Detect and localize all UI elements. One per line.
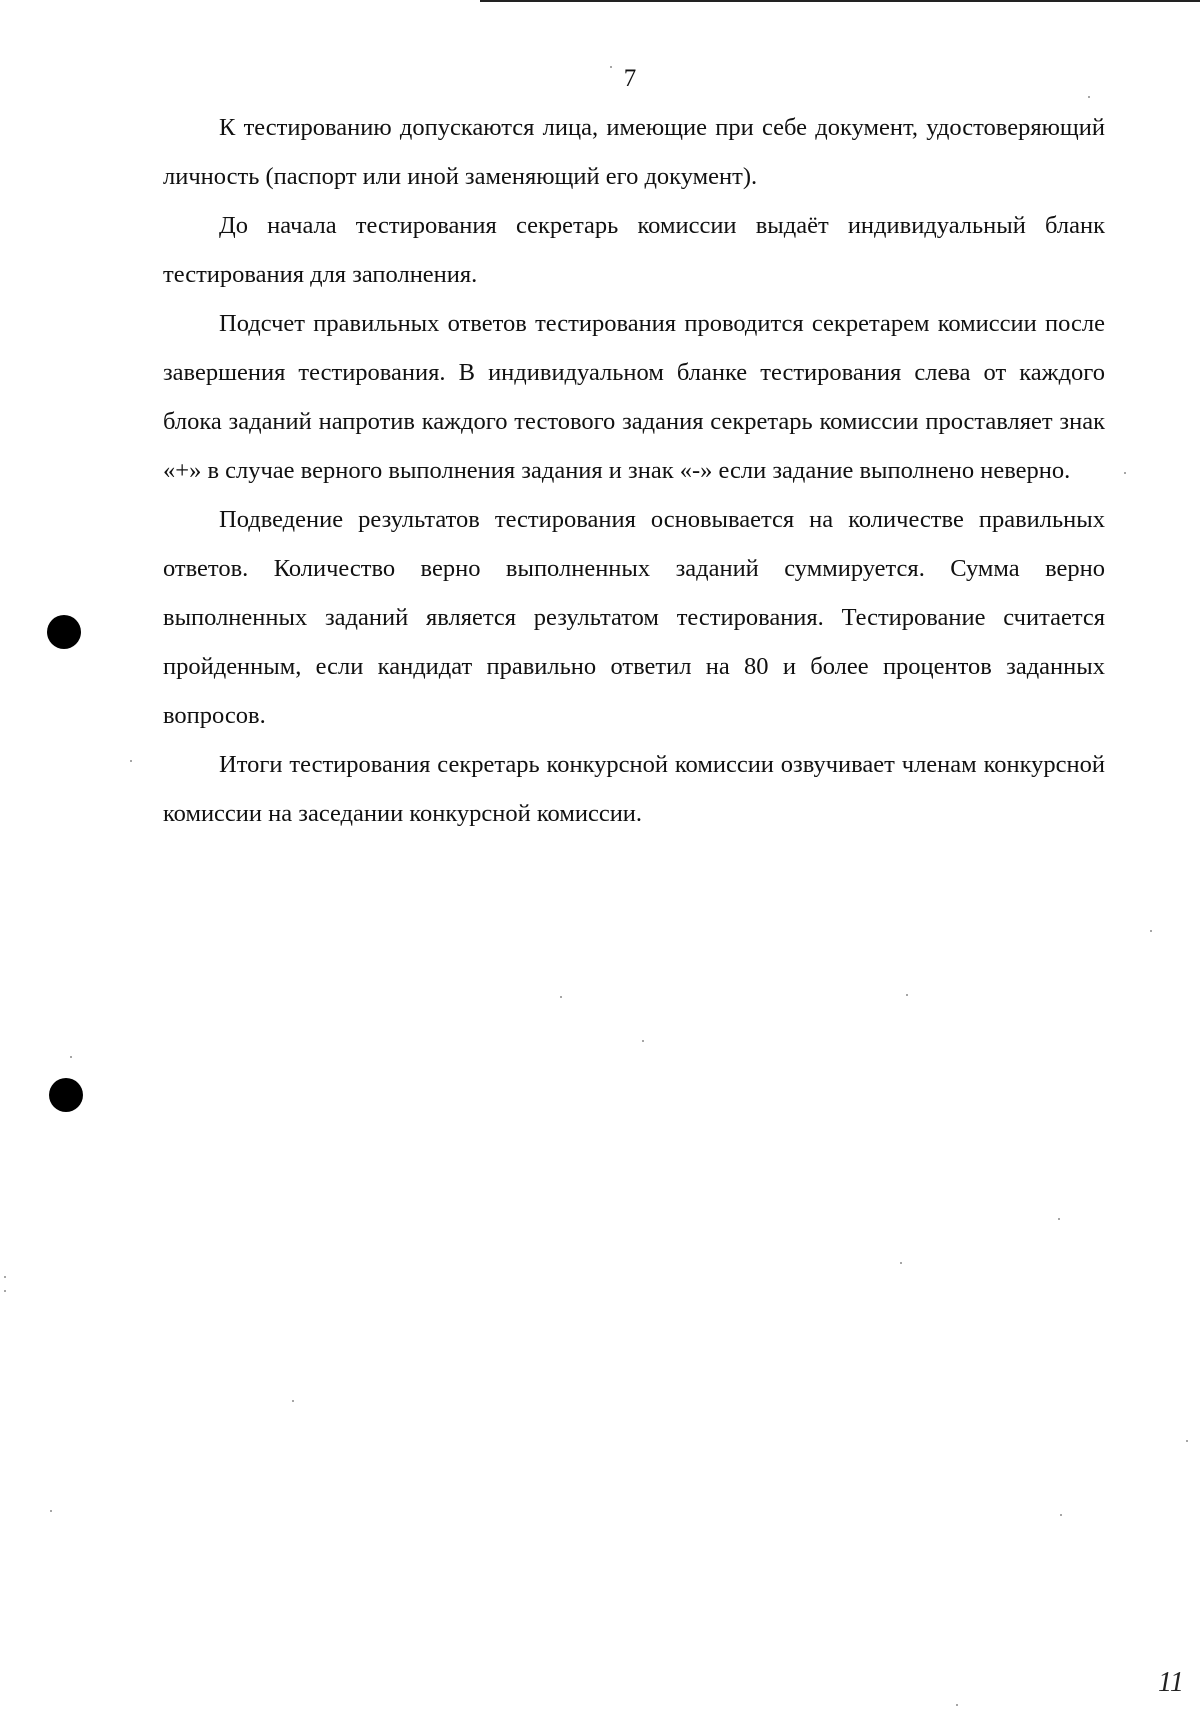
- scan-speck: [50, 1510, 52, 1512]
- scan-speck: [642, 1040, 644, 1042]
- scan-speck: [956, 1704, 958, 1706]
- paragraph-announcement: Итоги тестирования секретарь конкурсной комиссии озвучивает членам конкурсной комиссии на заседании конкурсной комиссии.: [163, 751, 1105, 827]
- punch-hole-top: [47, 615, 81, 649]
- scan-speck: [4, 1290, 6, 1292]
- punch-hole-bottom: [49, 1078, 83, 1112]
- page-number: 7: [623, 65, 637, 92]
- scan-speck: [1124, 472, 1126, 474]
- scan-speck: [70, 1056, 72, 1058]
- scan-speck: [130, 760, 132, 762]
- paragraph-answer-sheet: До начала тестирования секретарь комиссии выдаёт индивидуальный бланк тестирования для заполнения.: [163, 212, 1105, 288]
- scan-speck: [1088, 96, 1090, 98]
- scan-speck: [1186, 1440, 1188, 1442]
- scan-speck: [1150, 930, 1152, 932]
- handwritten-corner-mark: 11: [1158, 1667, 1184, 1698]
- scan-speck: [292, 1400, 294, 1402]
- scan-speck: [900, 1262, 902, 1264]
- paragraph-scoring: Подсчет правильных ответов тестирования проводится секретарем комиссии после завершения тестирования. В индивидуальном бланке тестирования слева от каждого блока заданий напротив каждого тестового задания секретарь комиссии проставляет знак «+» в случае верного выполнения задания и знак «-» если задание выполнено неверно.: [163, 310, 1105, 484]
- scan-speck: [1060, 1514, 1062, 1516]
- scan-speck: [4, 1276, 6, 1278]
- scan-speck: [906, 994, 908, 996]
- scan-speck: [1058, 1218, 1060, 1220]
- paragraph-results: Подведение результатов тестирования основывается на количестве правильных ответов. Количество верно выполненных заданий суммируется. Сумма верно выполненных заданий является результатом тестирования. Тестирование считается пройденным, если кандидат правильно ответил на 80 и более процентов заданных вопросов.: [163, 506, 1105, 729]
- scan-speck: [610, 66, 612, 68]
- scan-top-edge: [480, 0, 1200, 2]
- scan-speck: [560, 996, 562, 998]
- document-body: [163, 103, 1105, 838]
- paragraph-admission: К тестированию допускаются лица, имеющие при себе документ, удостоверяющий личность (паспорт или иной заменяющий его документ).: [163, 114, 1105, 190]
